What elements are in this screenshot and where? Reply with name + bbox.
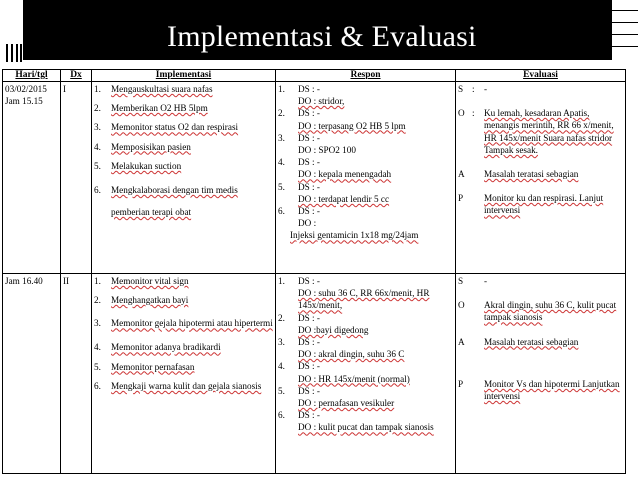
list-item: 2. Menghangatkan bayi [94, 295, 189, 306]
date-cell [3, 82, 61, 274]
evaluasi-cell [456, 274, 626, 474]
header-evaluasi: Evaluasi [456, 70, 626, 82]
dx-cell: I [61, 82, 92, 274]
evaluasi-item: P Monitor ku dan respirasi. Lanjut intervensi [458, 193, 604, 216]
respon-do: DO : pernafasan vesikuler [298, 398, 395, 409]
evaluasi-item: S : - [458, 84, 488, 94]
respon-do: DO :bayi digedong [298, 324, 369, 335]
respon-do: DO : [298, 218, 317, 229]
date-text: 03/02/2015 [5, 84, 47, 94]
time-text: Jam 16.40 [5, 276, 43, 286]
dx-cell: II [61, 274, 92, 474]
header-respon: Respon [276, 70, 456, 82]
respon-item: 6. DS : - [278, 410, 320, 421]
title-banner [0, 0, 638, 72]
evaluasi-item: A Masalah teratasi sebagian [458, 169, 579, 180]
evaluasi-item: S - [458, 276, 488, 286]
table-row [3, 82, 626, 274]
respon-cell [276, 274, 456, 474]
header-dx: Dx [61, 70, 92, 82]
date-cell [3, 274, 61, 474]
list-item: 6. Mengkalaborasi dengan tim medis pemberian terapi obat [94, 185, 238, 218]
respon-item: 5. DS : - [278, 385, 320, 396]
respon-item: 1. DS : - [278, 84, 320, 94]
evaluasi-item: P Monitor Vs dan hipotermi Lanjutkan intervensi [458, 378, 620, 402]
respon-item: 1. DS : - [278, 276, 320, 286]
evaluasi-item: O : Ku lemah, kesadaran Apatis, menangis merintih, RR 66 x/menit, HR 145x/menit Suara nafas stridor Tampak sesak. [458, 108, 614, 155]
respon-item: 2. DS : - [278, 108, 320, 119]
table-header-row [3, 70, 626, 82]
respon-do: DO : kulit pucat dan tampak sianosis [298, 422, 434, 433]
header-implementasi: Implementasi [92, 70, 276, 82]
respon-do: DO : terpasang O2 HB 5 lpm [298, 120, 406, 131]
evaluasi-item: O Akral dingin, suhu 36 C, kulit pucat tampak sianosis [458, 300, 617, 323]
slide-title: Implementasi & Evaluasi [167, 20, 477, 53]
list-item: 4. Memonitor adanya bradikardi [94, 342, 221, 353]
respon-extra: Injeksi gentamicin 1x18 mg/24jam [290, 230, 419, 241]
respon-do: DO : HR 145x/menit (normal) [298, 373, 410, 384]
respon-item: 2. DS : - [278, 312, 320, 323]
decorative-lines-right [612, 0, 638, 60]
respon-item: 3. DS : - [278, 132, 320, 143]
evaluasi-item: A Masalah teratasi sebagian [458, 336, 579, 347]
list-item: 3. Memonitor gejala hipotermi atau hipertermi [94, 318, 273, 329]
list-item: 1. Mengauskultasi suara nafas [94, 84, 213, 94]
list-item: 5. Melakukan suction [94, 160, 182, 171]
list-item: 2. Memberikan O2 HB 5lpm [94, 103, 208, 114]
implementasi-cell [92, 274, 276, 474]
list-item: 3. Memonitor status O2 dan respirasi [94, 122, 239, 133]
decorative-lines-left [2, 44, 24, 62]
time-text: Jam 15.15 [5, 96, 43, 107]
implementasi-cell [92, 82, 276, 274]
respon-do: DO : suhu 36 C, RR 66x/menit, HR 145x/menit, [298, 288, 430, 311]
respon-item: 4. DS : - [278, 361, 320, 372]
table-row [3, 274, 626, 474]
respon-item: 4. DS : - [278, 157, 320, 168]
list-item: 6. Mengkaji warna kulit dan gejala sianosis [94, 380, 262, 391]
list-item: 1. Memonitor vital sign [94, 276, 189, 286]
list-item: 5. Memonitor pernafasan [94, 361, 195, 372]
respon-do: DO : terdapat lendir 5 cc [298, 193, 390, 204]
respon-item: 6. DS : - [278, 206, 320, 217]
evaluasi-cell [456, 82, 626, 274]
implementation-table [2, 69, 626, 474]
respon-do: DO : akral dingin, suhu 36 C [298, 349, 405, 360]
header-date: Hari/tgl [3, 70, 61, 82]
list-item: 4. Memposisikan pasien [94, 141, 191, 152]
respon-cell [276, 82, 456, 274]
respon-do: DO : SPO2 100 [298, 145, 356, 156]
respon-item: 5. DS : - [278, 181, 320, 192]
respon-do: DO : kepala menengadah [298, 169, 392, 180]
respon-do: DO : stridor, [298, 96, 345, 107]
respon-item: 3. DS : - [278, 337, 320, 348]
